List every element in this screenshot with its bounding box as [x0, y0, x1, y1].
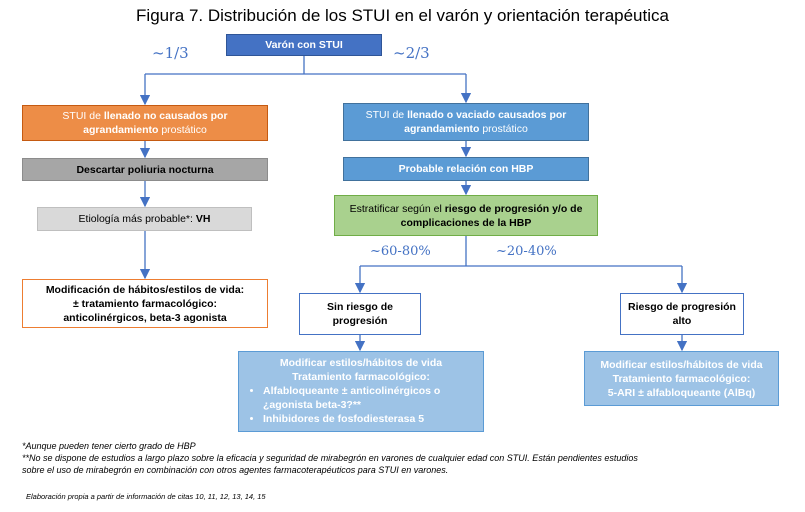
sin-riesgo-label: Sin riesgo de progresión — [327, 301, 393, 327]
root-box — [226, 34, 382, 56]
footnote-1: *Aunque pueden tener cierto grado de HBP — [22, 441, 196, 451]
etiologia-text: Etiología más probable*: VH — [78, 213, 211, 225]
footnote-3: sobre el uso de mirabegrón en combinación con otros agentes farmacoterapéuticos para STUI en varones. — [22, 465, 449, 475]
riesgo-alto-label: Riesgo de progresión alto — [628, 301, 736, 327]
sin-riesgo-box — [299, 293, 421, 335]
modificacion-box — [22, 279, 268, 328]
etiologia-box — [37, 207, 252, 231]
footnote-2: **No se dispone de estudios a largo plazo sobre la eficacia y seguridad de mirabegrón en varones de cualquier edad con STUI. Están pendientes estudios — [22, 453, 638, 463]
modificacion-line3: anticolinérgicos, beta-3 agonista — [63, 311, 227, 324]
pct-left: ~60-80% — [370, 244, 431, 259]
estratificar-box — [334, 195, 598, 236]
tx-sin-bullets — [245, 384, 477, 426]
probable-hbp-box — [343, 157, 589, 181]
root-label: Varón con STUI — [265, 39, 343, 51]
non-prostatic-text: STUI de llenado no causados por agrandamiento prostático — [62, 110, 228, 136]
modificacion-line2: ± tratamiento farmacológico: — [72, 297, 218, 310]
tx-alto-line1: Modificar estilos/hábitos de vida — [600, 358, 763, 371]
descartar-box — [22, 158, 268, 181]
probable-hbp-label: Probable relación con HBP — [398, 163, 534, 175]
descartar-label: Descartar poliuria nocturna — [76, 163, 214, 176]
prostatic-box — [343, 103, 589, 141]
tx-sin-bullet2: • Inhibidores de fosfodiesterasa 5 — [263, 412, 477, 426]
estratificar-text: Estratificar según el riesgo de progresión y/o de complicaciones de la HBP — [349, 202, 583, 229]
prostatic-text: STUI de llenado o vaciado causados por agrandamiento prostático — [365, 109, 567, 135]
tx-sin-line2: Tratamiento farmacológico: — [292, 371, 430, 383]
non-prostatic-box — [22, 105, 268, 141]
riesgo-alto-box — [620, 293, 744, 335]
left-fraction: ~1/3 — [152, 44, 189, 62]
tx-alto-box — [584, 351, 779, 406]
figure-title: Figura 7. Distribución de los STUI en el varón y orientación terapéutica — [136, 6, 669, 25]
tx-sin-line1: Modificar estilos/hábitos de vida — [279, 357, 443, 369]
tx-sin-riesgo-box — [238, 351, 484, 432]
tx-alto-line3: 5-ARI ± alfabloqueante (AlBq) — [607, 386, 756, 399]
source-note: Elaboración propia a partir de información de citas 10, 11, 12, 13, 14, 15 — [26, 492, 266, 501]
modificacion-line1: Modificación de hábitos/estilos de vida: — [45, 283, 245, 296]
tx-sin-bullet1: • Alfabloqueante ± anticolinérgicos o ¿agonista beta-3?** — [263, 384, 477, 412]
pct-right: ~20-40% — [496, 244, 557, 259]
tx-alto-line2: Tratamiento farmacológico: — [612, 372, 751, 385]
right-fraction: ~2/3 — [393, 44, 430, 62]
